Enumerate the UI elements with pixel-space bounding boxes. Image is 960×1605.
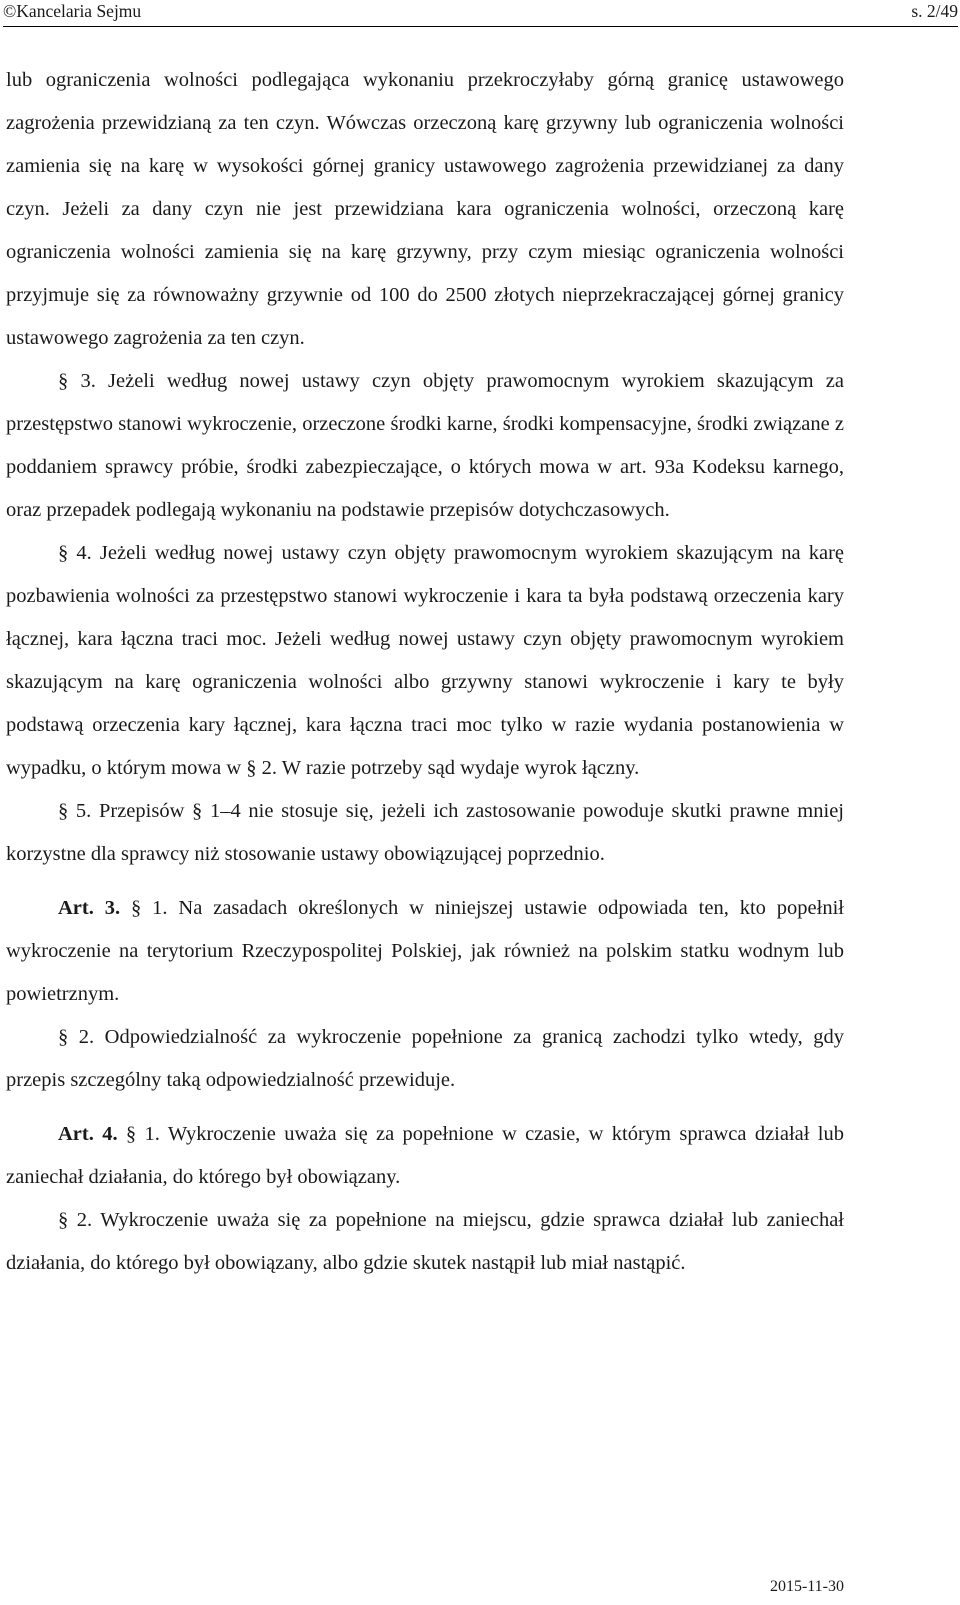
article-3-section-2: § 2. Odpowiedzialność za wykroczenie popełnione za granicą zachodzi tylko wtedy, gdy przepis szczególny taką odpowiedzialność przewiduje. xyxy=(6,1026,844,1091)
paragraph-section-4: § 4. Jeżeli według nowej ustawy czyn objęty prawomocnym wyrokiem skazującym na karę pozbawienia wolności za przestępstwo stanowi wykroczenie i kara ta była podstawą orzeczenia kary łącznej, kara łączna traci moc. Jeżeli według nowej ustawy czyn objęty prawomocnym wyrokiem skazującym na karę ograniczenia wolności albo grzywny stanowi wykroczenie i kary te były podstawą orzeczenia kary łącznej, kara łączna traci moc tylko w razie wydania postanowienia w wypadku, o którym mowa w § 2. W razie potrzeby sąd wydaje wyrok łączny. xyxy=(6,542,844,779)
paragraph-section-5: § 5. Przepisów § 1–4 nie stosuje się, jeżeli ich zastosowanie powoduje skutki prawne mniej korzystne dla sprawcy niż stosowanie ustawy obowiązującej poprzednio. xyxy=(6,800,844,865)
article-3-label: Art. 3. xyxy=(58,897,121,919)
header-publisher: ©Kancelaria Sejmu xyxy=(3,1,142,21)
article-4-section-2: § 2. Wykroczenie uważa się za popełnione na miejscu, gdzie sprawca działał lub zaniechał działania, do którego był obowiązany, albo gdzie skutek nastąpił lub miał nastąpić. xyxy=(6,1209,844,1274)
paragraph-section-3: § 3. Jeżeli według nowej ustawy czyn objęty prawomocnym wyrokiem skazującym za przestępstwo stanowi wykroczenie, orzeczone środki karne, środki kompensacyjne, środki związane z poddaniem sprawcy próbie, środki zabezpieczające, o których mowa w art. 93a Kodeksu karnego, oraz przepadek podlegają wykonaniu na podstawie przepisów dotychczasowych. xyxy=(6,370,844,521)
article-3-section-1-text: § 1. Na zasadach określonych w niniejszej ustawie odpowiada ten, kto popełnił wykroczenie na terytorium Rzeczypospolitej Polskiej, jak również na polskim statku wodnym lub powietrznym. xyxy=(6,897,844,1005)
article-4-section-1-text: § 1. Wykroczenie uważa się za popełnione w czasie, w którym sprawca działał lub zaniechał działania, do którego był obowiązany. xyxy=(6,1123,844,1188)
article-4-label: Art. 4. xyxy=(58,1123,118,1145)
document-body xyxy=(6,59,844,1285)
paragraph-continuation: lub ograniczenia wolności podlegająca wykonaniu przekroczyłaby górną granicę ustawowego zagrożenia przewidzianą za ten czyn. Wówczas orzeczoną karę grzywny lub ograniczenia wolności zamienia się na karę w wysokości górnej granicy ustawowego zagrożenia przewidzianej za dany czyn. Jeżeli za dany czyn nie jest przewidziana kara ograniczenia wolności, orzeczoną karę ograniczenia wolności zamienia się na karę grzywny, przy czym miesiąc ograniczenia wolności przyjmuje się za równoważny grzywnie od 100 do 2500 złotych nieprzekraczającej górnej granicy ustawowego zagrożenia za ten czyn. xyxy=(6,69,844,349)
page-header xyxy=(3,0,958,27)
header-page-number: s. 2/49 xyxy=(911,1,958,21)
article-4-section-1 xyxy=(6,1113,844,1199)
page-footer-date: 2015-11-30 xyxy=(769,1578,844,1595)
article-3-section-1 xyxy=(6,887,844,1016)
